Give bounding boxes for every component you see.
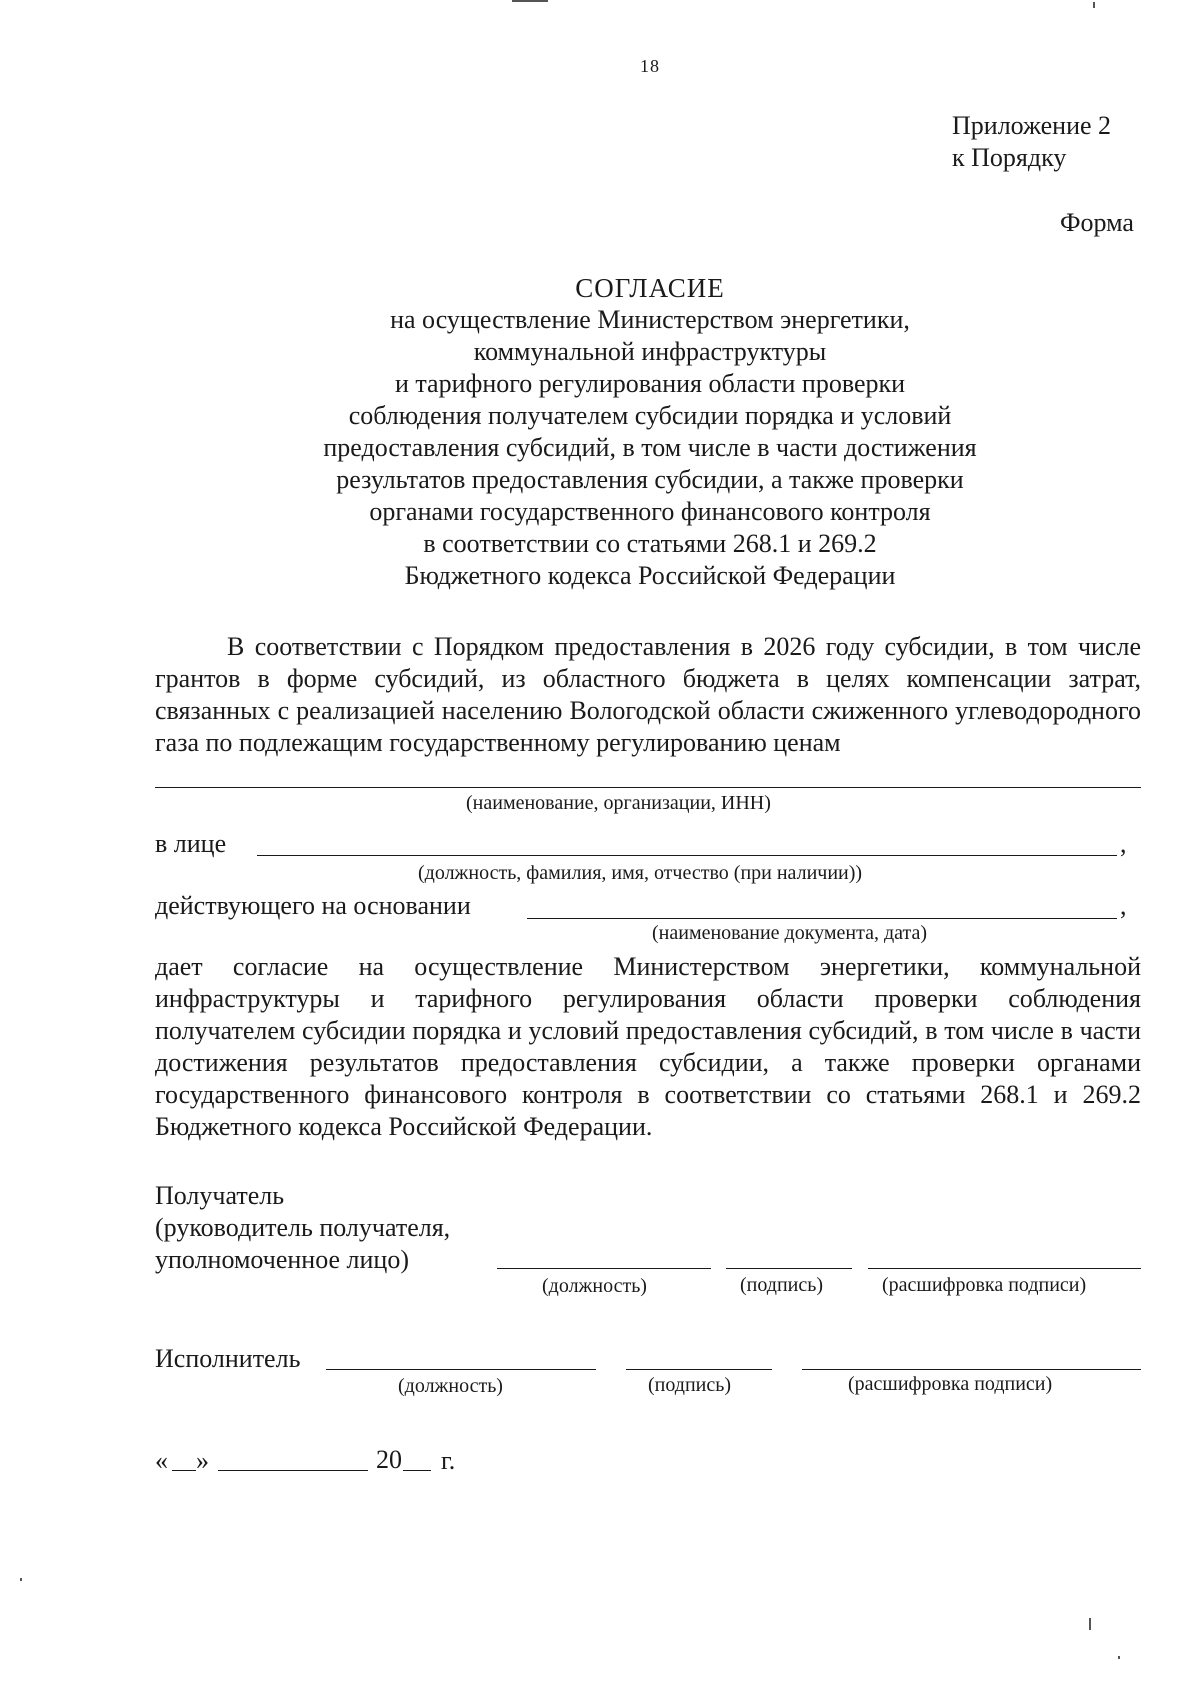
executor-position-line[interactable] bbox=[326, 1369, 596, 1370]
title-heading: СОГЛАСИЕ bbox=[575, 273, 725, 303]
scan-mark bbox=[512, 0, 548, 2]
in-person-comma: , bbox=[1120, 829, 1127, 858]
date-month-line[interactable] bbox=[218, 1470, 368, 1471]
recipient-line: (руководитель получателя, bbox=[155, 1213, 451, 1242]
title-line: и тарифного регулирования области проверки bbox=[394, 369, 906, 398]
form-label: Форма bbox=[1060, 208, 1134, 237]
executor-signature-line[interactable] bbox=[626, 1369, 772, 1370]
scan-mark bbox=[1093, 2, 1095, 8]
executor-decoding-caption: (расшифровка подписи) bbox=[848, 1373, 1053, 1395]
basis-field-caption: (наименование документа, дата) bbox=[652, 922, 928, 944]
appendix-line: к Порядку bbox=[952, 143, 1067, 172]
appendix-reference bbox=[952, 110, 1111, 174]
title-line: предоставления субсидий, в том числе в части достижения bbox=[323, 433, 977, 462]
organization-field-caption: (наименование, организации, ИНН) bbox=[466, 792, 771, 814]
basis-label: действующего на основании bbox=[155, 891, 471, 920]
recipient-decoding-caption: (расшифровка подписи) bbox=[882, 1274, 1087, 1296]
recipient-line: уполномоченное лицо) bbox=[155, 1245, 410, 1274]
recipient-decoding-line[interactable] bbox=[868, 1268, 1141, 1269]
appendix-line: Приложение 2 bbox=[952, 111, 1112, 140]
title-line: результатов предоставления субсидии, а также проверки bbox=[336, 465, 964, 494]
date-year-suffix: г. bbox=[441, 1446, 456, 1475]
in-person-field-caption: (должность, фамилия, имя, отчество (при наличии)) bbox=[418, 862, 863, 884]
title-line: на осуществление Министерством энергетики, bbox=[390, 305, 910, 334]
recipient-signature-line[interactable] bbox=[726, 1268, 852, 1269]
in-person-field-line[interactable] bbox=[257, 855, 1117, 856]
basis-comma: , bbox=[1120, 891, 1127, 920]
executor-signature-caption: (подпись) bbox=[648, 1374, 732, 1396]
consent-paragraph: дает согласие на осуществление Министерством энергетики, коммунальной инфраструктуры и тарифного регулирования области проверки соблюдения получателем субсидии порядка и условий предоставления субсидий, в том числе в части достижения результатов предоставления субсидии, а также проверки органами государственного финансового контроля в соответствии со статьями 268.1 и 269.2 Бюджетного кодекса Российской Федерации. bbox=[155, 952, 1141, 1141]
document-title bbox=[150, 272, 1150, 592]
scan-mark bbox=[1118, 1656, 1120, 1659]
executor-position-caption: (должность) bbox=[398, 1375, 503, 1397]
page-number: 18 bbox=[640, 56, 660, 76]
date-open-quote: « bbox=[155, 1446, 168, 1475]
organization-field-line[interactable] bbox=[155, 787, 1141, 788]
date-day-line[interactable] bbox=[172, 1470, 196, 1471]
intro-paragraph: В соответствии с Порядком предоставления в 2026 году субсидии, в том числе грантов в форме субсидий, из областного бюджета в целях компенсации затрат, связанных с реализацией населению Вологодской области сжиженного углеводородного газа по подлежащим государственному регулированию ценам bbox=[155, 632, 1141, 757]
title-line: коммунальной инфраструктуры bbox=[473, 337, 827, 366]
recipient-position-line[interactable] bbox=[497, 1268, 711, 1269]
basis-field-line[interactable] bbox=[527, 918, 1117, 919]
date-close-quote: » bbox=[196, 1446, 209, 1475]
scan-mark bbox=[1089, 1618, 1091, 1630]
recipient-signature-caption: (подпись) bbox=[740, 1274, 824, 1296]
date-year-line[interactable] bbox=[403, 1470, 431, 1471]
recipient-position-caption: (должность) bbox=[542, 1275, 647, 1297]
scan-mark bbox=[20, 1578, 22, 1581]
date-year-prefix: 20 bbox=[376, 1445, 402, 1474]
title-line: в соответствии со статьями 268.1 и 269.2 bbox=[423, 529, 877, 558]
title-line: органами государственного финансового контроля bbox=[369, 497, 931, 526]
title-line: Бюджетного кодекса Российской Федерации bbox=[404, 561, 896, 590]
recipient-label bbox=[155, 1180, 450, 1276]
executor-decoding-line[interactable] bbox=[802, 1369, 1141, 1370]
executor-label: Исполнитель bbox=[155, 1344, 301, 1373]
title-line: соблюдения получателем субсидии порядка и условий bbox=[348, 401, 952, 430]
recipient-line: Получатель bbox=[155, 1181, 285, 1210]
in-person-label: в лице bbox=[155, 829, 227, 858]
